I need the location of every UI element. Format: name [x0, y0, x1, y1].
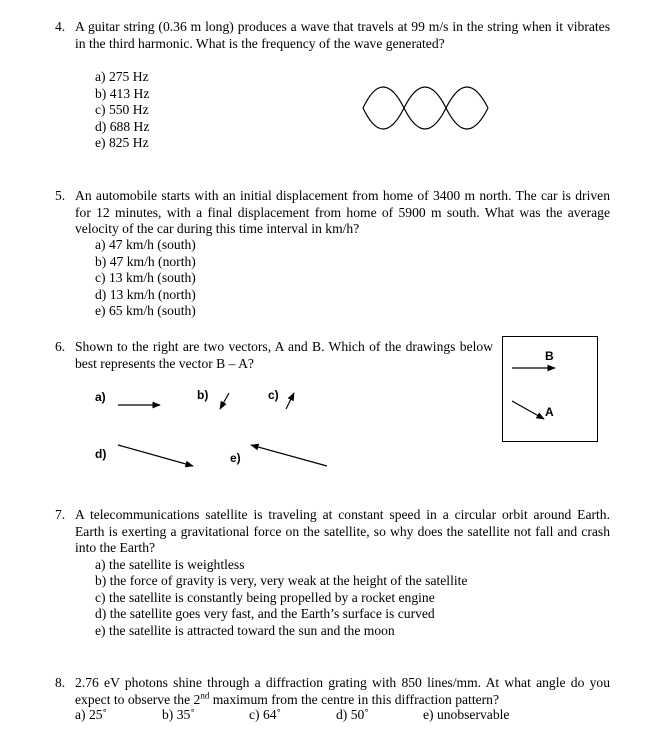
question-7-option-b[interactable]: b) the force of gravity is very, very weak at the height of the satellite [95, 573, 468, 588]
question-8-text-main: 2.76 eV photons shine through a diffraction grating with 850 lines/mm. At what angle do you expect to observe the 2 [75, 675, 610, 707]
question-6-option-d[interactable]: d) [95, 447, 107, 461]
question-8-text-superscript: nd [200, 689, 210, 700]
question-6-option-a[interactable]: a) [95, 390, 106, 404]
question-8-option-b[interactable]: b) 35˚ [162, 707, 195, 722]
question-5-option-d[interactable]: d) 13 km/h (north) [95, 287, 196, 302]
question-4-option-c[interactable]: c) 550 Hz [95, 102, 149, 117]
question-8-text [75, 675, 610, 708]
question-5-option-b[interactable]: b) 47 km/h (north) [95, 254, 196, 269]
question-7-option-d[interactable]: d) the satellite goes very fast, and the Earth’s surface is curved [95, 606, 435, 621]
vector-a-label: A [545, 405, 554, 419]
question-8-option-a[interactable]: a) 25˚ [75, 707, 108, 722]
question-6-option-e[interactable]: e) [230, 451, 241, 465]
question-4-option-a[interactable]: a) 275 Hz [95, 69, 149, 84]
vector-a-arrow [512, 401, 544, 419]
question-6-text: Shown to the right are two vectors, A and B. Which of the drawings below best represents the vector B – A? [75, 339, 493, 371]
question-8-option-c[interactable]: c) 64˚ [249, 707, 282, 722]
vector-b-label: B [545, 349, 554, 363]
question-5-text: An automobile starts with an initial displacement from home of 3400 m north. The car is driven for 12 minutes, with a final displacement from home of 5900 m south. What was the average velocity of the car during this time interval in km/h? [75, 188, 610, 236]
question-6-number: 6. [55, 339, 66, 354]
question-5-option-c[interactable]: c) 13 km/h (south) [95, 270, 196, 285]
question-4-option-b[interactable]: b) 413 Hz [95, 86, 150, 101]
question-4-option-e[interactable]: e) 825 Hz [95, 135, 149, 150]
question-4-text: A guitar string (0.36 m long) produces a wave that travels at 99 m/s in the string when it vibrates in the third harmonic. What is the frequency of the wave generated? [75, 19, 610, 51]
question-6-option-b[interactable]: b) [197, 388, 209, 402]
question-5-option-e[interactable]: e) 65 km/h (south) [95, 303, 196, 318]
question-5-number: 5. [55, 188, 66, 203]
question-4-option-d[interactable]: d) 688 Hz [95, 119, 150, 134]
question-7-option-a[interactable]: a) the satellite is weightless [95, 557, 245, 572]
question-7-number: 7. [55, 507, 66, 522]
question-7-option-c[interactable]: c) the satellite is constantly being propelled by a rocket engine [95, 590, 435, 605]
question-8-option-d[interactable]: d) 50˚ [336, 707, 369, 722]
question-4-number: 4. [55, 19, 66, 34]
question-8-option-e[interactable]: e) unobservable [423, 707, 510, 722]
question-7-text: A telecommunications satellite is traveling at constant speed in a circular orbit around Earth. Earth is exerting a gravitational force on the satellite, so why does the satellite not fall and crash into the Earth? [75, 507, 610, 555]
question-5-option-a[interactable]: a) 47 km/h (south) [95, 237, 196, 252]
question-8-text-end: maximum from the centre in this diffraction pattern? [209, 691, 499, 707]
question-8-number: 8. [55, 675, 66, 690]
question-7-option-e[interactable]: e) the satellite is attracted toward the sun and the moon [95, 623, 395, 638]
question-6-option-c[interactable]: c) [268, 388, 279, 402]
